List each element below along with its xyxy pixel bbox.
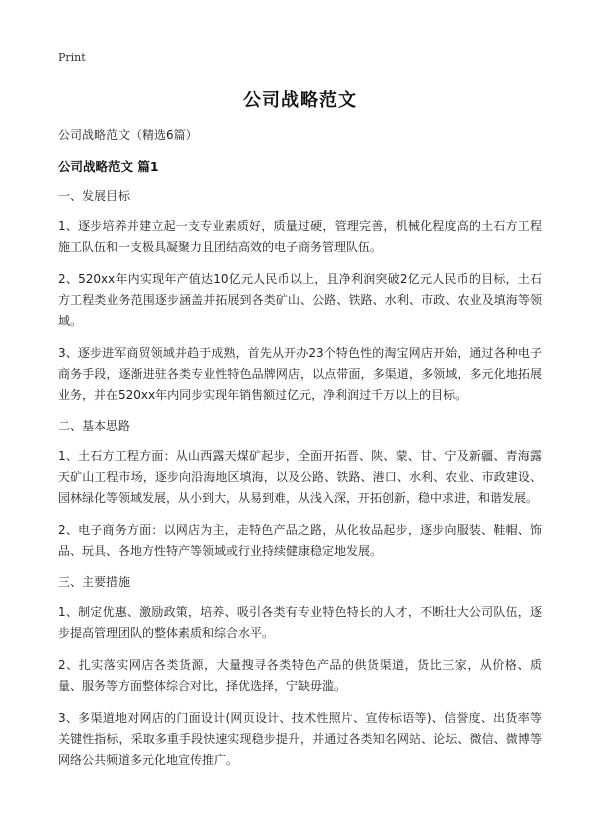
paragraph: 2、520xx年内实现年产值达10亿元人民币以上，且净利润突破2亿元人民币的目标，土石方工程类业务范围逐步涵盖并拓展到各类矿山、公路、铁路、水利、市政、农业及填海等领域。 xyxy=(58,272,542,328)
section-heading-measures: 三、主要措施 xyxy=(58,575,131,589)
paragraph: 1、逐步培养并建立起一支专业素质好，质量过硬，管理完善，机械化程度高的土石方工程施工队伍和一支极具凝聚力且团结高效的电子商务管理队伍。 xyxy=(58,219,542,254)
document-subtitle: 公司战略范文（精选6篇） xyxy=(58,128,198,142)
paragraph: 2、扎实落实网店各类货源，大量搜寻各类特色产品的供货渠道，货比三家，从价格、质量、服务等方面整体综合对比，择优选择，宁缺毋滥。 xyxy=(58,658,542,693)
paragraph: 3、逐步进军商贸领域并趋于成熟，首先从开办23个特色性的淘宝网店开始，通过各种电子商务手段，逐渐进驻各类专业性特色品牌网店，以点带面，多渠道，多领域，多元化地拓展业务，并在520xx年内同步实现年销售额过亿元，净利润过千万以上的目标。 xyxy=(58,346,542,402)
page-title: 公司战略范文 xyxy=(243,90,357,111)
paragraph: 2、电子商务方面：以网店为主，走特色产品之路，从化妆品起步，逐步向服装、鞋帽、饰品、玩具、各地方性特产等领域或行业持续健康稳定地发展。 xyxy=(58,523,542,558)
article-heading: 公司战略范文 篇1 xyxy=(58,159,159,174)
print-link[interactable]: Print xyxy=(58,51,86,64)
section-heading-approach: 二、基本思路 xyxy=(58,419,131,433)
paragraph: 1、制定优惠、激励政策，培养、吸引各类有专业特色特长的人才，不断壮大公司队伍，逐步提高管理团队的整体素质和综合水平。 xyxy=(58,605,542,640)
paragraph: 3、多渠道地对网店的门面设计(网页设计、技术性照片、宣传标语等)、信誉度、出货率等关键性指标，采取多重手段快速实现稳步提升，并通过各类知名网站、论坛、微信、微博等网络公共频道多元化地宣传推广。 xyxy=(58,711,542,767)
paragraph: 1、土石方工程方面：从山西露天煤矿起步，全面开拓晋、陕、蒙、甘、宁及新疆、青海露天矿山工程市场，逐步向沿海地区填海，以及公路、铁路、港口、水利、农业、市政建设、园林绿化等领域发展，从小到大，从易到难，从浅入深，开拓创新，稳中求进，和谐发展。 xyxy=(58,449,542,505)
section-heading-goals: 一、发展目标 xyxy=(58,189,131,203)
